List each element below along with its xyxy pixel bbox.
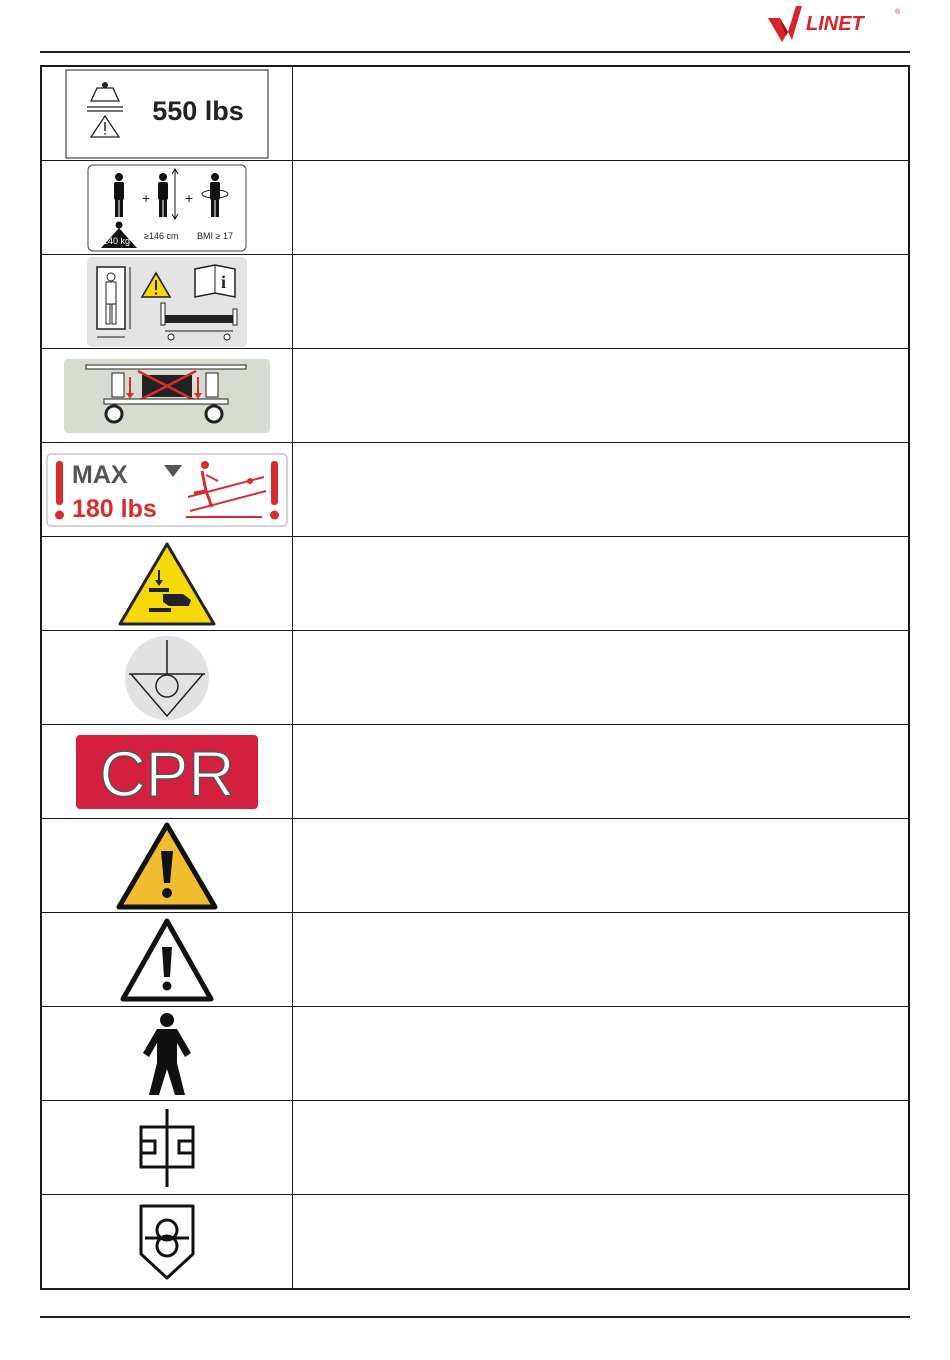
- header-rule: [40, 51, 910, 53]
- description-cell: [292, 725, 909, 819]
- symbol-cell: [41, 443, 292, 537]
- description-cell: [292, 1007, 909, 1101]
- symbol-cell: [41, 1195, 292, 1290]
- fuse-icon: [135, 1107, 199, 1189]
- table-row: [41, 349, 909, 443]
- table-row: [41, 725, 909, 819]
- info-glyph: i: [220, 271, 226, 292]
- svg-text:+: +: [184, 189, 194, 206]
- description-cell: [292, 255, 909, 349]
- symbol-cell: [41, 255, 292, 349]
- table-row: [41, 66, 909, 161]
- description-cell: [292, 913, 909, 1007]
- table-row: [41, 913, 909, 1007]
- symbol-cell: [41, 161, 292, 255]
- max-label: MAX: [71, 460, 128, 489]
- no-storage-under-bed-icon: [64, 359, 270, 433]
- max-load-value: 180 lbs: [71, 494, 157, 523]
- table-row: [41, 255, 909, 349]
- symbol-cell: [41, 819, 292, 913]
- symbol-cell: [41, 66, 292, 161]
- table-row: [41, 631, 909, 725]
- description-cell: [292, 443, 909, 537]
- warning-yellow-icon: [115, 821, 219, 911]
- symbol-cell: [41, 725, 292, 819]
- table-row: [41, 161, 909, 255]
- svg-text:®: ®: [895, 9, 901, 16]
- load-label: 550 lbs: [152, 95, 244, 126]
- svg-text:+: +: [141, 189, 151, 206]
- bmi-requirement: BMI ≥ 17: [196, 230, 233, 241]
- table-row: [41, 819, 909, 913]
- table-row: [41, 1101, 909, 1195]
- max-load-extension-icon: [46, 453, 288, 527]
- logo-wordmark: LINET: [806, 13, 864, 35]
- description-cell: [292, 66, 909, 161]
- table-row: [41, 537, 909, 631]
- symbol-cell: [41, 913, 292, 1007]
- type-b-applied-part-icon: [137, 1011, 197, 1097]
- patient-requirements-icon: [87, 164, 247, 252]
- height-requirement: ≥146 cm: [143, 230, 179, 241]
- table-row: [41, 443, 909, 537]
- symbol-cell: [41, 1101, 292, 1195]
- equipotentiality-icon: [123, 634, 211, 722]
- symbol-table: [40, 65, 910, 1290]
- description-cell: [292, 819, 909, 913]
- safe-working-load-icon: [65, 69, 269, 159]
- description-cell: [292, 631, 909, 725]
- safety-transformer-icon: [135, 1202, 199, 1282]
- description-cell: [292, 1101, 909, 1195]
- cpr-icon: [76, 735, 258, 809]
- symbol-cell: [41, 349, 292, 443]
- description-cell: [292, 1195, 909, 1290]
- table-row: [41, 1195, 909, 1290]
- description-cell: [292, 537, 909, 631]
- mattress-dimensions-icon: [87, 257, 247, 347]
- description-cell: [292, 161, 909, 255]
- footer-rule: [40, 1316, 910, 1318]
- crush-hazard-hand-icon: [117, 540, 217, 628]
- symbol-cell: [41, 1007, 292, 1101]
- table-row: [41, 1007, 909, 1101]
- symbol-cell: [41, 537, 292, 631]
- weight-requirement: ≥40 kg: [102, 235, 130, 246]
- linet-logo: [766, 2, 906, 44]
- description-cell: [292, 349, 909, 443]
- cpr-label: CPR: [99, 737, 235, 809]
- caution-icon: [119, 917, 215, 1003]
- symbol-cell: [41, 631, 292, 725]
